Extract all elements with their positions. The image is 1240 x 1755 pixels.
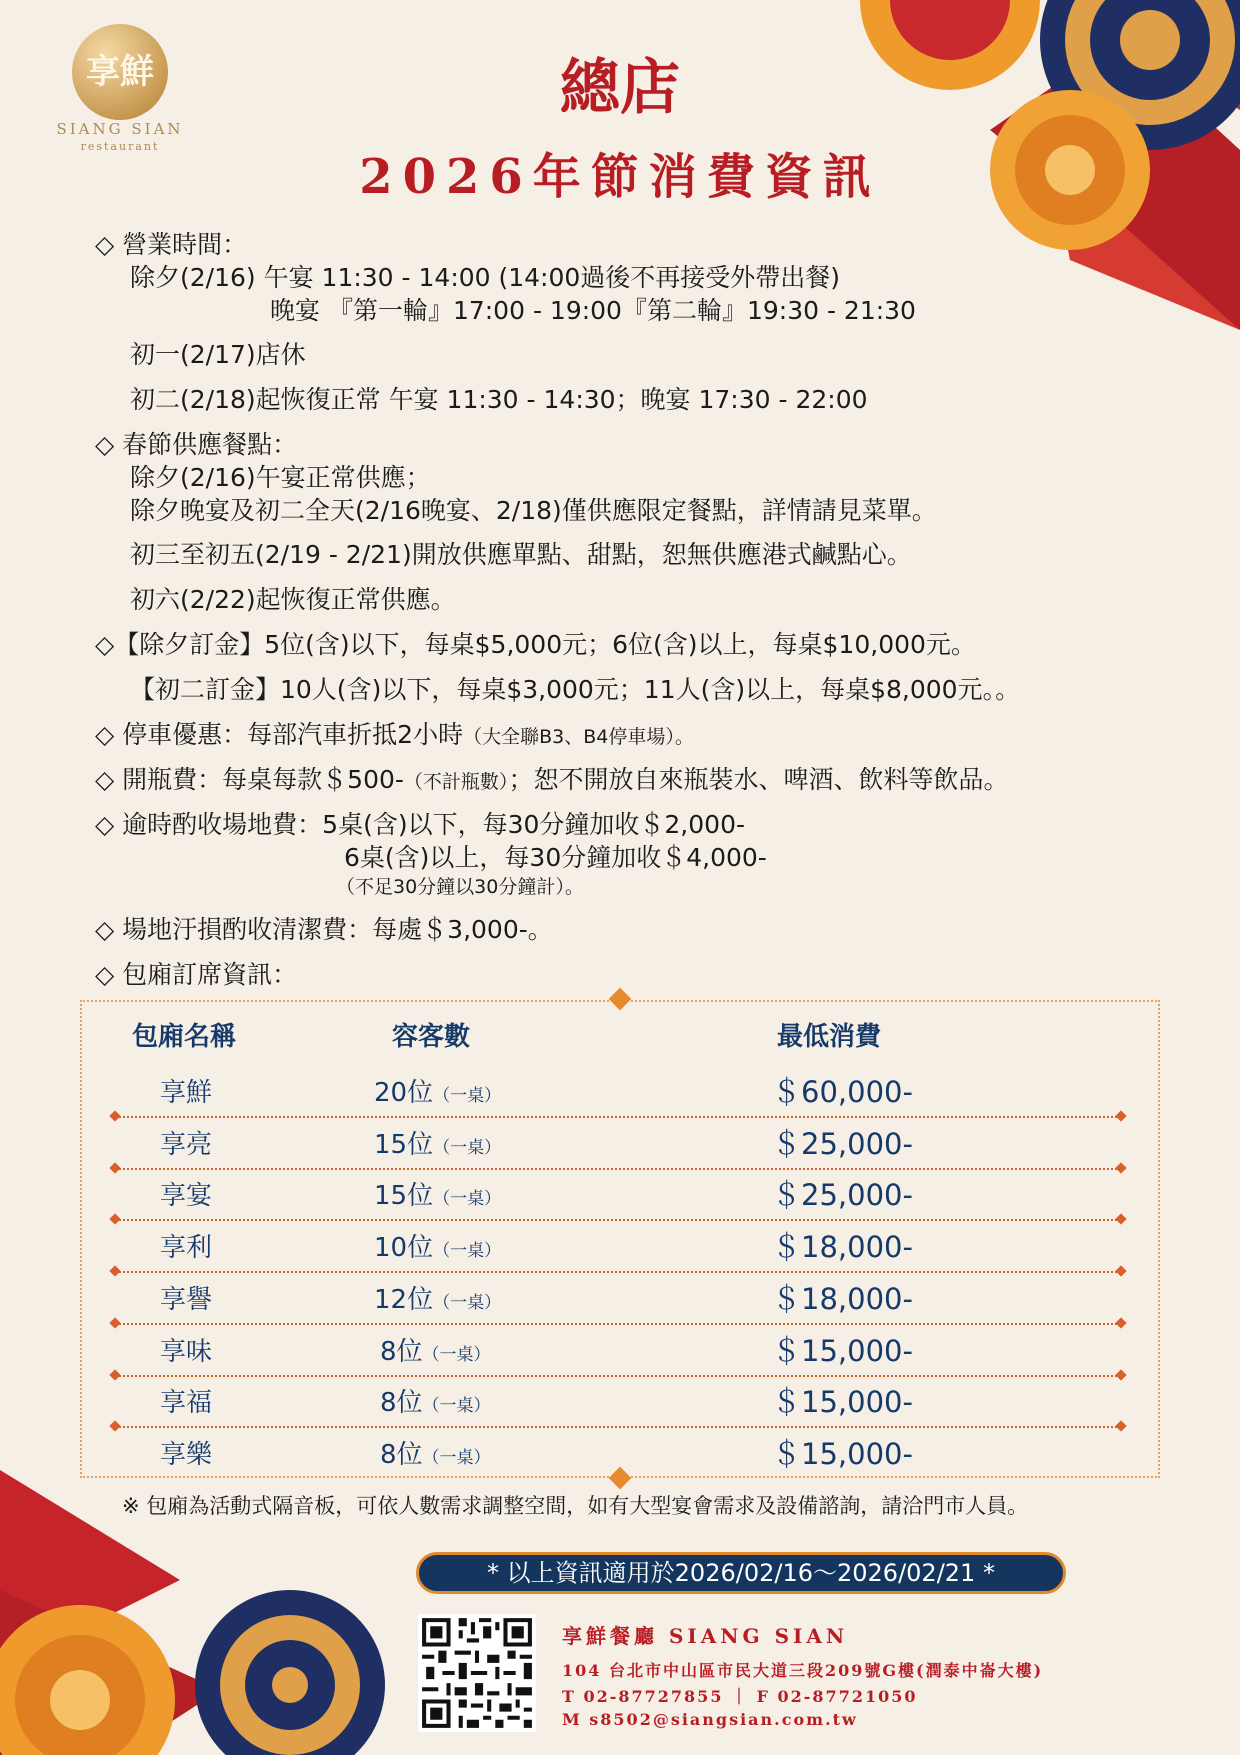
table-row-min-spend: ＄15,000- <box>772 1385 913 1419</box>
table-row-min-spend: ＄25,000- <box>772 1127 913 1161</box>
corkage-rest: ；恕不開放自來瓶裝水、啤酒、飲料等飲品。 <box>508 765 1009 794</box>
cleaning-fee: ◇ 場地汙損酌收清潔費：每處＄3,000-。 <box>95 915 553 944</box>
table-row-min-spend: ＄18,000- <box>772 1230 913 1264</box>
capacity-unit: （一桌） <box>422 1448 491 1468</box>
meals-line-1: 除夕(2/16)午宴正常供應； <box>130 463 431 492</box>
corkage-info <box>95 765 1008 795</box>
row-divider <box>115 1426 1121 1428</box>
capacity-unit: （一桌） <box>433 1241 502 1261</box>
meals-line-2: 除夕晚宴及初二全天(2/16晚宴、2/18)僅供應限定餐點，詳情請見菜單。 <box>130 496 937 525</box>
capacity-value: 10位 <box>374 1233 434 1263</box>
table-row-capacity <box>380 1382 491 1419</box>
capacity-value: 15位 <box>374 1181 434 1211</box>
row-divider <box>115 1323 1121 1325</box>
contact-email: M s8502@siangsian.com.tw <box>562 1710 858 1729</box>
corkage-main: ◇ 開瓶費：每桌每款＄500- <box>95 765 404 794</box>
table-row-capacity <box>374 1175 501 1212</box>
capacity-unit: （一桌） <box>433 1293 502 1313</box>
row-divider <box>115 1168 1121 1170</box>
parking-info <box>95 720 694 750</box>
table-row-min-spend: ＄18,000- <box>772 1282 913 1316</box>
table-row-name: 享味 <box>160 1337 213 1367</box>
table-row-name: 享樂 <box>160 1440 213 1470</box>
parking-note: （大全聯B3、B4停車場）。 <box>463 726 694 748</box>
overtime-line-1: ◇ 逾時酌收場地費：5桌(含)以下，每30分鐘加收＄2,000- <box>95 810 745 839</box>
capacity-value: 12位 <box>374 1285 434 1315</box>
table-row-capacity <box>374 1072 501 1109</box>
table-row-min-spend: ＄15,000- <box>772 1334 913 1368</box>
capacity-value: 8位 <box>380 1388 423 1418</box>
corkage-note: （不計瓶數） <box>403 771 509 793</box>
table-row-name: 享福 <box>160 1388 213 1418</box>
overtime-line-2: 6桌(含)以上，每30分鐘加收＄4,000- <box>344 843 767 872</box>
logo-glyph: 享鮮 <box>86 52 154 92</box>
capacity-unit: （一桌） <box>422 1396 491 1416</box>
table-row-min-spend: ＄60,000- <box>772 1075 913 1109</box>
hours-line-3: 初一(2/17)店休 <box>130 340 306 369</box>
table-header-name: 包廂名稱 <box>132 1022 237 1052</box>
table-row-min-spend: ＄15,000- <box>772 1437 913 1471</box>
meals-line-3: 初三至初五(2/19 - 2/21)開放供應單點、甜點，恕無供應港式鹹點心。 <box>130 540 912 569</box>
table-row-capacity <box>374 1124 501 1161</box>
table-row-capacity <box>374 1227 501 1264</box>
page-subtitle: 2026年節消費資訊 <box>359 149 881 205</box>
row-divider <box>115 1219 1121 1221</box>
table-row-capacity <box>380 1434 491 1471</box>
deposit-line-1: ◇【除夕訂金】5位(含)以下，每桌$5,000元；6位(含)以上，每桌$10,000元。 <box>95 630 976 659</box>
capacity-unit: （一桌） <box>422 1345 491 1365</box>
contact-address: 104 台北市中山區市民大道三段209號G樓(潤泰中崙大樓) <box>562 1661 1044 1680</box>
logo-name: SIANG SIAN <box>56 120 184 138</box>
private-room-heading: ◇ 包廂訂席資訊： <box>95 960 298 989</box>
overtime-line-3: （不足30分鐘以30分鐘計）。 <box>336 876 584 898</box>
capacity-value: 15位 <box>374 1130 434 1160</box>
table-header-min-spend: 最低消費 <box>777 1022 882 1052</box>
qr-code <box>418 1614 536 1732</box>
validity-banner: * 以上資訊適用於2026/02/16～2026/02/21 * <box>416 1552 1066 1594</box>
private-room-table <box>80 1000 1160 1478</box>
table-row-name: 享宴 <box>160 1181 213 1211</box>
deposit-line-2: 【初二訂金】10人(含)以下，每桌$3,000元；11人(含)以上，每桌$8,000元。。 <box>130 675 1021 704</box>
table-row-min-spend: ＄25,000- <box>772 1178 913 1212</box>
contact-name: 享鮮餐廳 SIANG SIAN <box>562 1624 849 1648</box>
table-row-name: 享譽 <box>160 1285 213 1315</box>
capacity-unit: （一桌） <box>433 1189 502 1209</box>
logo-sub: restaurant <box>80 140 160 153</box>
row-divider <box>115 1375 1121 1377</box>
contact-phone: T 02-87727855 ｜ F 02-87721050 <box>562 1687 918 1706</box>
capacity-unit: （一桌） <box>433 1138 502 1158</box>
hours-heading: ◇ 營業時間： <box>95 230 248 259</box>
capacity-value: 20位 <box>374 1078 434 1108</box>
capacity-value: 8位 <box>380 1440 423 1470</box>
meals-line-4: 初六(2/22)起恢復正常供應。 <box>130 585 456 614</box>
capacity-unit: （一桌） <box>433 1086 502 1106</box>
page-title: 總店 <box>560 53 680 123</box>
table-row-name: 享亮 <box>160 1130 213 1160</box>
meals-heading: ◇ 春節供應餐點： <box>95 430 298 459</box>
private-room-note: ※ 包廂為活動式隔音板，可依人數需求調整空間，如有大型宴會需求及設備諮詢，請洽門市人員。 <box>122 1494 1029 1518</box>
hours-line-1: 除夕(2/16) 午宴 11:30 - 14:00 (14:00過後不再接受外帶出餐) <box>130 263 841 292</box>
hours-line-2: 晚宴 『第一輪』17:00 - 19:00『第二輪』19:30 - 21:30 <box>270 296 916 325</box>
parking-main: ◇ 停車優惠：每部汽車折抵2小時 <box>95 720 464 749</box>
table-header-capacity: 容客數 <box>392 1022 471 1052</box>
table-row-capacity <box>374 1279 501 1316</box>
row-divider <box>115 1271 1121 1273</box>
table-row-capacity <box>380 1331 491 1368</box>
hours-line-4: 初二(2/18)起恢復正常 午宴 11:30 - 14:30；晚宴 17:30 - 22:00 <box>130 385 868 414</box>
table-row-name: 享利 <box>160 1233 213 1263</box>
capacity-value: 8位 <box>380 1337 423 1367</box>
table-row-name: 享鮮 <box>160 1078 213 1108</box>
row-divider <box>115 1116 1121 1118</box>
